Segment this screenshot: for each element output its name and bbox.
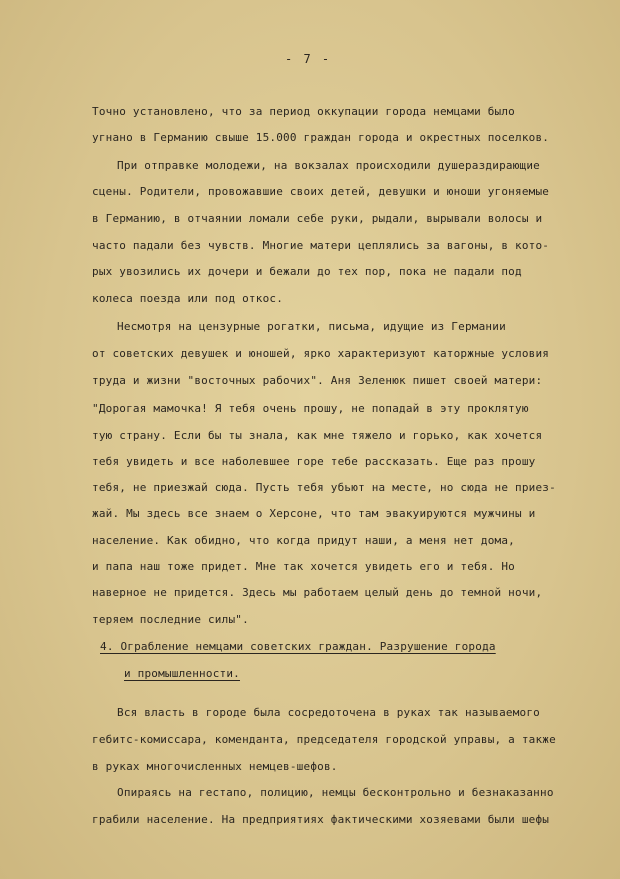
text-line: труда и жизни "восточных рабочих". Аня Зеленюк пишет своей матери: <box>92 374 543 387</box>
text-line: население. Как обидно, что когда придут наши, а меня нет дома, <box>92 534 515 547</box>
text-line: теряем последние силы". <box>92 613 249 626</box>
text-line: рых увозились их дочери и бежали до тех пор, пока не падали под <box>92 265 522 278</box>
text-line: грабили население. На предприятиях фактическими хозяевами были шефы <box>92 813 550 826</box>
text-line: Опираясь на гестапо, полицию, немцы бесконтрольно и безнаказанно <box>117 786 554 799</box>
text-line: угнано в Германию свыше 15.000 граждан города и окрестных поселков. <box>92 131 550 144</box>
text-line: наверное не придется. Здесь мы работаем целый день до темной ночи, <box>92 586 543 599</box>
text-line: и папа наш тоже придет. Мне так хочется увидеть его и тебя. Но <box>92 560 515 573</box>
text-line: Несмотря на цензурные рогатки, письма, идущие из Германии <box>117 320 506 333</box>
text-line: от советских девушек и юношей, ярко характеризуют каторжные условия <box>92 347 550 360</box>
page-number: - 7 - <box>285 52 332 66</box>
text-line: часто падали без чувств. Многие матери цеплялись за вагоны, в кото- <box>92 239 550 252</box>
text-line: "Дорогая мамочка! Я тебя очень прошу, не попадай в эту проклятую <box>92 402 529 415</box>
text-line: тебя, не приезжай сюда. Пусть тебя убьют на месте, но сюда не приез- <box>92 481 556 494</box>
text-line: При отправке молодежи, на вокзалах происходили душераздирающие <box>117 159 540 172</box>
text-line: Вся власть в городе была сосредоточена в руках так называемого <box>117 706 540 719</box>
text-line: жай. Мы здесь все знаем о Херсоне, что там эвакуируются мужчины и <box>92 507 536 520</box>
text-line: Точно установлено, что за период оккупации города немцами было <box>92 105 515 118</box>
section-heading: 4. Ограбление немцами советских граждан. Разрушение города <box>100 640 496 653</box>
text-line: колеса поезда или под откос. <box>92 292 284 305</box>
text-line: в Германию, в отчаянии ломали себе руки, рыдали, вырывали волосы и <box>92 212 543 225</box>
text-line: гебитс-комиссара, коменданта, председателя городской управы, а также <box>92 733 556 746</box>
text-line: в руках многочисленных немцев-шефов. <box>92 760 338 773</box>
section-heading-continued: и промышленности. <box>124 667 240 680</box>
text-line: тебя увидеть и все наболевшее горе тебе рассказать. Еще раз прошу <box>92 455 536 468</box>
text-line: сцены. Родители, провожавшие своих детей, девушки и юноши угоняемые <box>92 185 550 198</box>
text-line: тую страну. Если бы ты знала, как мне тяжело и горько, как хочется <box>92 429 543 442</box>
